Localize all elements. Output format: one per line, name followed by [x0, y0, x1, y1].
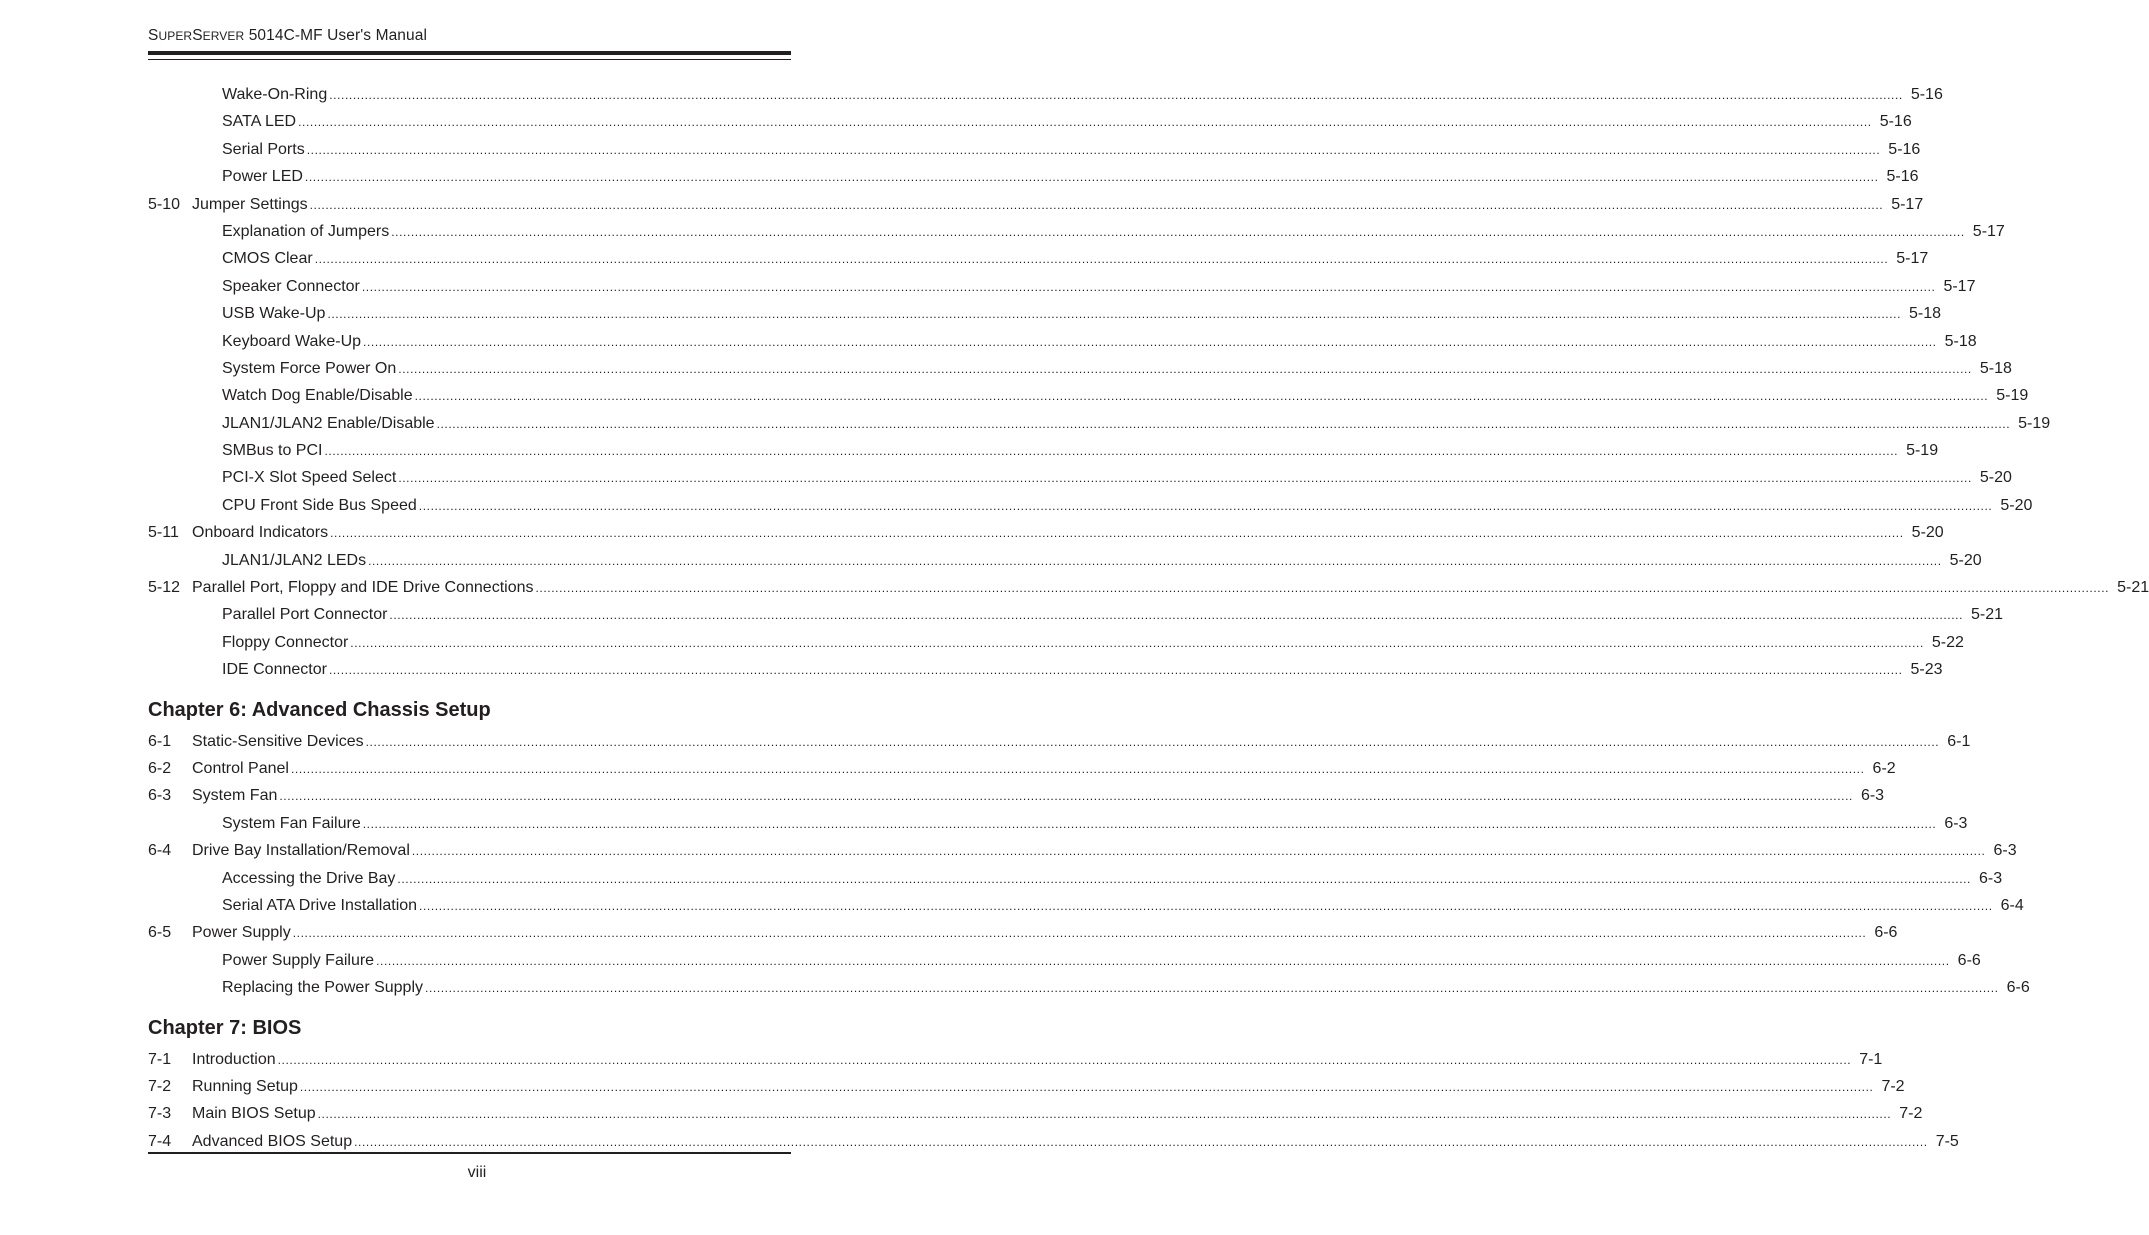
dot-leader: ................................................................................................................................................................................................................................................................................................................................................................................................................ [361, 279, 1936, 294]
toc-entry-title: Main BIOS Setup [192, 1105, 316, 1123]
header-sc2-initial: S [192, 27, 203, 44]
toc-entry-title: Replacing the Power Supply [222, 979, 424, 997]
toc-entry-page: 7-1 [1859, 1050, 1883, 1068]
toc-entry[interactable] [148, 82, 1943, 109]
toc-entry-page: 5-16 [1879, 113, 1912, 131]
dot-leader: ................................................................................................................................................................................................................................................................................................................................................................................................................ [376, 953, 1950, 968]
toc-entry[interactable] [148, 948, 1981, 975]
dot-leader: ................................................................................................................................................................................................................................................................................................................................................................................................................ [290, 761, 1865, 776]
toc-entry-page: 5-21 [1971, 606, 2004, 624]
toc-entry-title: Drive Bay Installation/Removal [192, 842, 410, 860]
toc-entry[interactable] [148, 602, 2004, 629]
toc-entry-page: 5-21 [2117, 579, 2149, 597]
toc-entry-title: Wake-On-Ring [222, 86, 328, 103]
toc-entry-number: 6-1 [148, 732, 172, 750]
toc-entry[interactable] [148, 1101, 1923, 1128]
toc-entry-title: IDE Connector [222, 661, 327, 679]
toc-entry-line [192, 924, 1898, 942]
toc-entry-title: Onboard Indicators [192, 524, 329, 542]
toc-entry-title: PCI-X Slot Speed Select [222, 469, 397, 487]
toc-entry-line [222, 814, 1968, 833]
toc-entry-line [192, 732, 1971, 751]
header-rule-thin [148, 59, 791, 60]
toc-entry-number: 5-12 [148, 579, 181, 597]
toc-entry[interactable] [148, 192, 1924, 219]
toc-entry[interactable] [148, 893, 2024, 920]
toc-entry[interactable] [148, 219, 2005, 246]
dot-leader: ................................................................................................................................................................................................................................................................................................................................................................................................................ [535, 581, 2110, 596]
toc-entry-title: System Force Power On [222, 359, 397, 377]
toc-entry-page: 5-20 [1979, 469, 2012, 487]
header-rule-thick [148, 51, 791, 55]
toc-entry-number: 6-4 [148, 842, 172, 860]
toc-entry[interactable] [148, 729, 1971, 756]
toc-entry-page: 6-6 [1957, 951, 1981, 969]
toc-entry-page: 6-2 [1872, 759, 1896, 777]
header-sc2-rest: ERVER [202, 29, 245, 43]
dot-leader: ................................................................................................................................................................................................................................................................................................................................................................................................................ [327, 307, 1902, 322]
toc-entry-line [222, 551, 1982, 570]
toc-entry-page: 7-2 [1881, 1077, 1905, 1095]
toc-entry-page: 5-20 [2000, 496, 2033, 514]
dot-leader: ................................................................................................................................................................................................................................................................................................................................................................................................................ [391, 224, 1965, 239]
toc-entry[interactable] [148, 137, 1921, 164]
toc-entry-title: Watch Dog Enable/Disable [222, 387, 413, 405]
toc-entry-line [222, 277, 1976, 296]
toc-entry-line [222, 86, 1943, 104]
chapter-heading: Chapter 6: Advanced Chassis Setup [148, 698, 491, 721]
toc-entry-page: 7-5 [1935, 1132, 1959, 1150]
toc-entry[interactable] [148, 838, 2017, 865]
footer-rule [148, 1152, 791, 1154]
toc-entry-line [222, 250, 1929, 268]
toc-entry-page: 6-6 [1874, 924, 1898, 942]
dot-leader: ................................................................................................................................................................................................................................................................................................................................................................................................................ [368, 553, 1942, 568]
toc-entry-page: 5-18 [1944, 332, 1977, 350]
toc-entry-line [192, 579, 2149, 597]
toc-entry-title: Power Supply Failure [222, 951, 375, 969]
toc-entry[interactable] [148, 493, 2033, 520]
toc-entry-page: 5-16 [1910, 86, 1943, 103]
toc-entry-line [222, 305, 1942, 323]
toc-entry[interactable] [148, 246, 1929, 273]
dot-leader: ................................................................................................................................................................................................................................................................................................................................................................................................................ [317, 1107, 1892, 1122]
dot-leader: ................................................................................................................................................................................................................................................................................................................................................................................................................ [350, 635, 1924, 650]
toc-entry-line [192, 1132, 1959, 1151]
dot-leader: ................................................................................................................................................................................................................................................................................................................................................................................................................ [397, 871, 1971, 886]
toc-entry-page: 5-16 [1888, 140, 1921, 158]
dot-leader: ................................................................................................................................................................................................................................................................................................................................................................................................................ [389, 608, 1964, 623]
dot-leader: ................................................................................................................................................................................................................................................................................................................................................................................................................ [304, 170, 1879, 185]
toc-entry[interactable] [148, 811, 1968, 838]
dot-leader: ................................................................................................................................................................................................................................................................................................................................................................................................................ [418, 498, 1993, 513]
dot-leader: ................................................................................................................................................................................................................................................................................................................................................................................................................ [398, 361, 1972, 376]
chapter-heading: Chapter 7: BIOS [148, 1016, 302, 1039]
toc-entry[interactable] [148, 438, 1939, 465]
toc-entry[interactable] [148, 575, 2149, 602]
toc-entry-page: 6-3 [1860, 787, 1885, 805]
toc-entry[interactable] [148, 657, 1943, 684]
dot-leader: ................................................................................................................................................................................................................................................................................................................................................................................................................ [354, 1134, 1928, 1149]
toc-entry[interactable] [148, 866, 2003, 893]
toc-entry-title: Keyboard Wake-Up [222, 332, 362, 350]
toc-entry-line [222, 140, 1921, 159]
toc-entry-title: Speaker Connector [222, 277, 360, 295]
header-title-rest: 5014C-MF User's Manual [244, 27, 428, 44]
dot-leader: ................................................................................................................................................................................................................................................................................................................................................................................................................ [324, 444, 1899, 459]
toc-entry[interactable] [148, 920, 1898, 947]
toc-entry-line [222, 979, 2030, 997]
toc-entry[interactable] [148, 465, 2012, 492]
toc-entry-line [222, 951, 1981, 970]
toc-entry-line [222, 896, 2024, 915]
toc-entry-title: Parallel Port, Floppy and IDE Drive Connections [192, 579, 534, 597]
toc-entry-title: Advanced BIOS Setup [192, 1132, 353, 1150]
toc-entry-number: 6-5 [148, 924, 172, 942]
toc-entry-page: 5-22 [1931, 633, 1964, 651]
toc-entry[interactable] [148, 274, 1976, 301]
toc-entry-line [192, 524, 1944, 542]
dot-leader: ................................................................................................................................................................................................................................................................................................................................................................................................................ [419, 898, 1993, 913]
dot-leader: ................................................................................................................................................................................................................................................................................................................................................................................................................ [330, 526, 1904, 541]
toc-entry-number: 6-2 [148, 759, 172, 777]
toc-entry-title: CMOS Clear [222, 250, 313, 268]
toc-entry-page: 5-19 [1906, 442, 1939, 460]
toc-entry-title: CPU Front Side Bus Speed [222, 496, 417, 514]
toc-entry-page: 6-4 [2000, 896, 2024, 914]
toc-entry-page: 5-19 [1996, 387, 2029, 405]
dot-leader: ................................................................................................................................................................................................................................................................................................................................................................................................................ [362, 816, 1937, 831]
toc-entry-title: Parallel Port Connector [222, 606, 388, 624]
toc-entry[interactable] [148, 975, 2030, 1002]
toc-entry-line [192, 842, 2017, 860]
toc-entry[interactable] [148, 630, 1964, 657]
toc-entry-line [192, 1105, 1923, 1123]
toc-entry-title: Static-Sensitive Devices [192, 732, 364, 750]
dot-leader: ................................................................................................................................................................................................................................................................................................................................................................................................................ [425, 981, 1999, 996]
toc-entry-page: 6-6 [2006, 979, 2030, 997]
toc-entry-page: 7-2 [1899, 1105, 1923, 1123]
toc-entry-title: Serial Ports [222, 140, 305, 158]
dot-leader: ................................................................................................................................................................................................................................................................................................................................................................................................................ [299, 1079, 1874, 1094]
toc-entry-page: 5-18 [1909, 305, 1942, 323]
toc-entry-line [222, 442, 1939, 460]
toc-entry-title: JLAN1/JLAN2 LEDs [222, 551, 367, 569]
toc-entry-page: 6-3 [1979, 869, 2003, 887]
header-sc1-initial: S [148, 27, 159, 44]
toc-entry-line [222, 469, 2012, 487]
toc-entry-number: 7-2 [148, 1077, 172, 1095]
toc-entry-title: Floppy Connector [222, 633, 349, 651]
toc-entry-title: System Fan Failure [222, 814, 361, 832]
header-sc1-rest: UPER [158, 29, 193, 43]
toc-entry-page: 5-23 [1910, 661, 1943, 679]
toc-entry[interactable] [148, 356, 2012, 383]
toc-entry[interactable] [148, 109, 1912, 136]
toc-entry[interactable] [148, 1047, 1883, 1074]
toc-entry-line [222, 414, 2051, 433]
toc-entry[interactable] [148, 301, 1942, 328]
toc-entry-number: 7-3 [148, 1105, 172, 1123]
dot-leader: ................................................................................................................................................................................................................................................................................................................................................................................................................ [277, 1052, 1852, 1067]
toc-entry-page: 5-17 [1896, 250, 1929, 268]
toc-entry[interactable] [148, 164, 1919, 191]
dot-leader: ................................................................................................................................................................................................................................................................................................................................................................................................................ [329, 88, 1903, 102]
dot-leader: ................................................................................................................................................................................................................................................................................................................................................................................................................ [411, 844, 1986, 859]
toc-entry-line [222, 222, 2005, 241]
dot-leader: ................................................................................................................................................................................................................................................................................................................................................................................................................ [328, 663, 1903, 678]
toc-entry-line [222, 633, 1964, 652]
toc-entry[interactable] [148, 548, 1982, 575]
toc-entry[interactable] [148, 411, 2051, 438]
toc-entry-line [192, 1077, 1905, 1096]
dot-leader: ................................................................................................................................................................................................................................................................................................................................................................................................................ [292, 926, 1867, 941]
toc-entry-number: 5-11 [148, 524, 179, 542]
toc-entry-page: 5-17 [1972, 222, 2005, 240]
table-of-contents [148, 82, 2149, 1156]
dot-leader: ................................................................................................................................................................................................................................................................................................................................................................................................................ [436, 416, 2011, 431]
toc-entry-title: JLAN1/JLAN2 Enable/Disable [222, 414, 435, 432]
toc-entry-page: 5-18 [1979, 359, 2012, 377]
toc-entry-title: Running Setup [192, 1077, 298, 1095]
dot-leader: ................................................................................................................................................................................................................................................................................................................................................................................................................ [363, 334, 1937, 349]
toc-entry[interactable] [148, 329, 1977, 356]
toc-entry-page: 5-19 [2018, 414, 2051, 432]
toc-entry-page: 5-17 [1891, 195, 1924, 213]
dot-leader: ................................................................................................................................................................................................................................................................................................................................................................................................................ [279, 789, 1853, 804]
dot-leader: ................................................................................................................................................................................................................................................................................................................................................................................................................ [309, 197, 1884, 212]
dot-leader: ................................................................................................................................................................................................................................................................................................................................................................................................................ [306, 142, 1881, 157]
dot-leader: ................................................................................................................................................................................................................................................................................................................................................................................................................ [298, 115, 1872, 130]
running-header [148, 27, 427, 45]
toc-entry[interactable] [148, 756, 1896, 783]
dot-leader: ................................................................................................................................................................................................................................................................................................................................................................................................................ [314, 252, 1889, 267]
page-number: viii [467, 1164, 487, 1181]
toc-entry-number: 6-3 [148, 787, 172, 805]
toc-entry-line [222, 869, 2003, 888]
toc-entry-title: Serial ATA Drive Installation [222, 896, 418, 914]
toc-entry-line [222, 113, 1912, 131]
dot-leader: ................................................................................................................................................................................................................................................................................................................................................................................................................ [414, 389, 1989, 404]
toc-entry-line [222, 387, 2029, 405]
toc-entry-title: Control Panel [192, 759, 289, 777]
toc-entry-page: 5-16 [1886, 168, 1919, 186]
toc-entry-title: Power LED [222, 168, 303, 186]
toc-entry-title: Jumper Settings [192, 195, 308, 213]
toc-entry-page: 6-3 [1944, 814, 1968, 832]
toc-entry-line [192, 759, 1896, 778]
toc-entry-title: Introduction [192, 1050, 276, 1068]
toc-entry[interactable] [148, 520, 1944, 547]
toc-entry-title: Power Supply [192, 924, 291, 942]
toc-entry-page: 6-3 [1993, 842, 2017, 860]
toc-entry-number: 7-4 [148, 1132, 172, 1150]
toc-entry-page: 5-20 [1911, 524, 1944, 542]
toc-entry-line [222, 496, 2033, 515]
toc-entry-line [192, 787, 1885, 805]
toc-entry-line [192, 1050, 1883, 1069]
toc-entry[interactable] [148, 783, 1885, 810]
toc-entry-line [222, 606, 2004, 624]
toc-entry[interactable] [148, 1074, 1905, 1101]
toc-entry-title: Explanation of Jumpers [222, 222, 390, 240]
toc-entry-number: 7-1 [148, 1050, 172, 1068]
toc-entry-page: 5-17 [1943, 277, 1976, 295]
toc-entry-line [222, 332, 1977, 351]
toc-entry-title: USB Wake-Up [222, 305, 326, 323]
toc-entry-line [222, 168, 1919, 186]
dot-leader: ................................................................................................................................................................................................................................................................................................................................................................................................................ [365, 734, 1940, 749]
toc-entry-line [192, 195, 1924, 214]
toc-entry-title: SMBus to PCI [222, 442, 323, 460]
toc-entry-title: SATA LED [222, 113, 297, 131]
toc-entry-page: 5-20 [1949, 551, 1982, 569]
toc-entry-line [222, 661, 1943, 679]
toc-entry-title: Accessing the Drive Bay [222, 869, 396, 887]
toc-entry-page: 6-1 [1947, 732, 1971, 750]
toc-entry-title: System Fan [192, 787, 278, 805]
toc-entry-number: 5-10 [148, 195, 181, 213]
dot-leader: ................................................................................................................................................................................................................................................................................................................................................................................................................ [398, 471, 1972, 486]
toc-entry-line [222, 359, 2012, 378]
toc-entry[interactable] [148, 383, 2029, 410]
